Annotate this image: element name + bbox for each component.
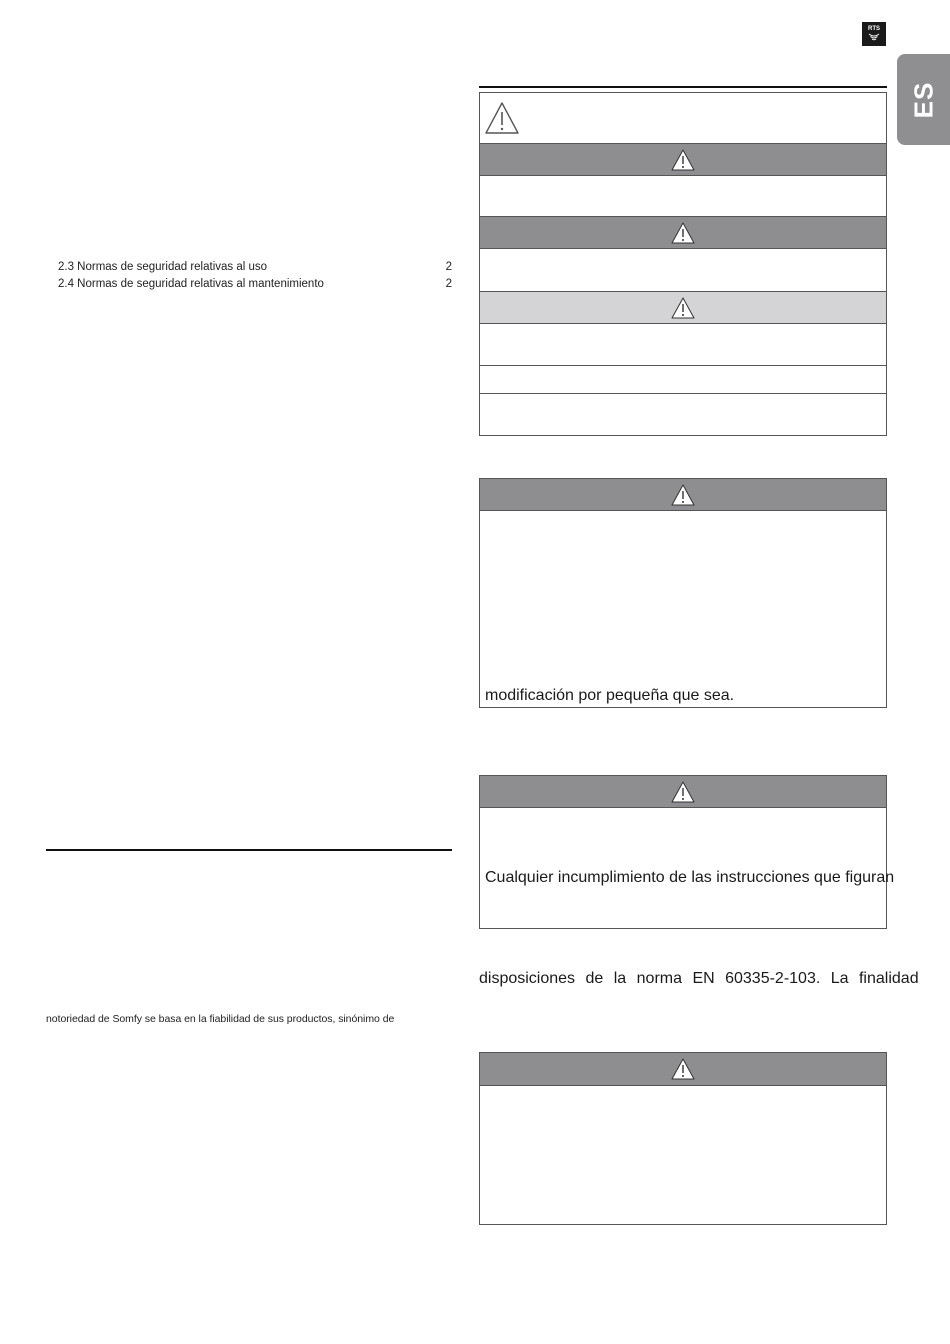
warning-triangle-icon: [670, 296, 696, 320]
warning-header-cell: [479, 92, 887, 144]
warning-triangle-icon: [670, 148, 696, 172]
warning-triangle-icon: [670, 483, 696, 507]
section-divider: [479, 86, 887, 88]
caution-bar: [479, 291, 887, 324]
toc-entry-title: 2.4 Normas de seguridad relativas al mantenimiento: [58, 278, 324, 290]
warning-triangle-icon: [484, 101, 520, 135]
danger-content-cell: [479, 511, 887, 708]
toc-entry[interactable]: [58, 276, 452, 292]
warning-content-cell: [479, 249, 887, 292]
language-tab[interactable]: [897, 54, 950, 145]
danger-content-cell: [479, 176, 887, 217]
toc-entry-page: 2: [445, 261, 452, 273]
language-tab-label: ES: [908, 81, 938, 118]
warning-bar: [479, 216, 887, 249]
warning-bar: [479, 1052, 887, 1086]
rts-logo: [862, 22, 886, 46]
warning-content-cell: [479, 808, 895, 929]
danger-bar: [479, 478, 887, 511]
section-divider: [46, 849, 452, 851]
toc-entry[interactable]: [58, 259, 452, 275]
caution-content-cell: [479, 324, 887, 366]
warning-text: Cualquier incumplimiento de las instrucciones que figuran: [485, 869, 895, 886]
warning-content-cell: [479, 1086, 887, 1225]
rts-radio-icon: [862, 22, 886, 46]
body-text-line: notoriedad de Somfy se basa en la fiabilidad de sus productos, sinónimo de: [46, 1013, 395, 1025]
rts-logo-text: RTS: [868, 26, 880, 32]
danger-bar: [479, 143, 887, 176]
toc-entry-page: 2: [445, 278, 452, 290]
warning-triangle-icon: [670, 1057, 696, 1081]
body-text-line: disposiciones de la norma EN 60335-2-103. La finalidad: [479, 970, 919, 987]
toc-entry-title: 2.3 Normas de seguridad relativas al uso: [58, 261, 268, 273]
warning-text: modificación por pequeña que sea.: [485, 687, 735, 704]
note-cell: [479, 366, 887, 394]
warning-bar: [479, 775, 887, 808]
note-content-cell: [479, 394, 887, 436]
warning-triangle-icon: [670, 221, 696, 245]
warning-triangle-icon: [670, 780, 696, 804]
